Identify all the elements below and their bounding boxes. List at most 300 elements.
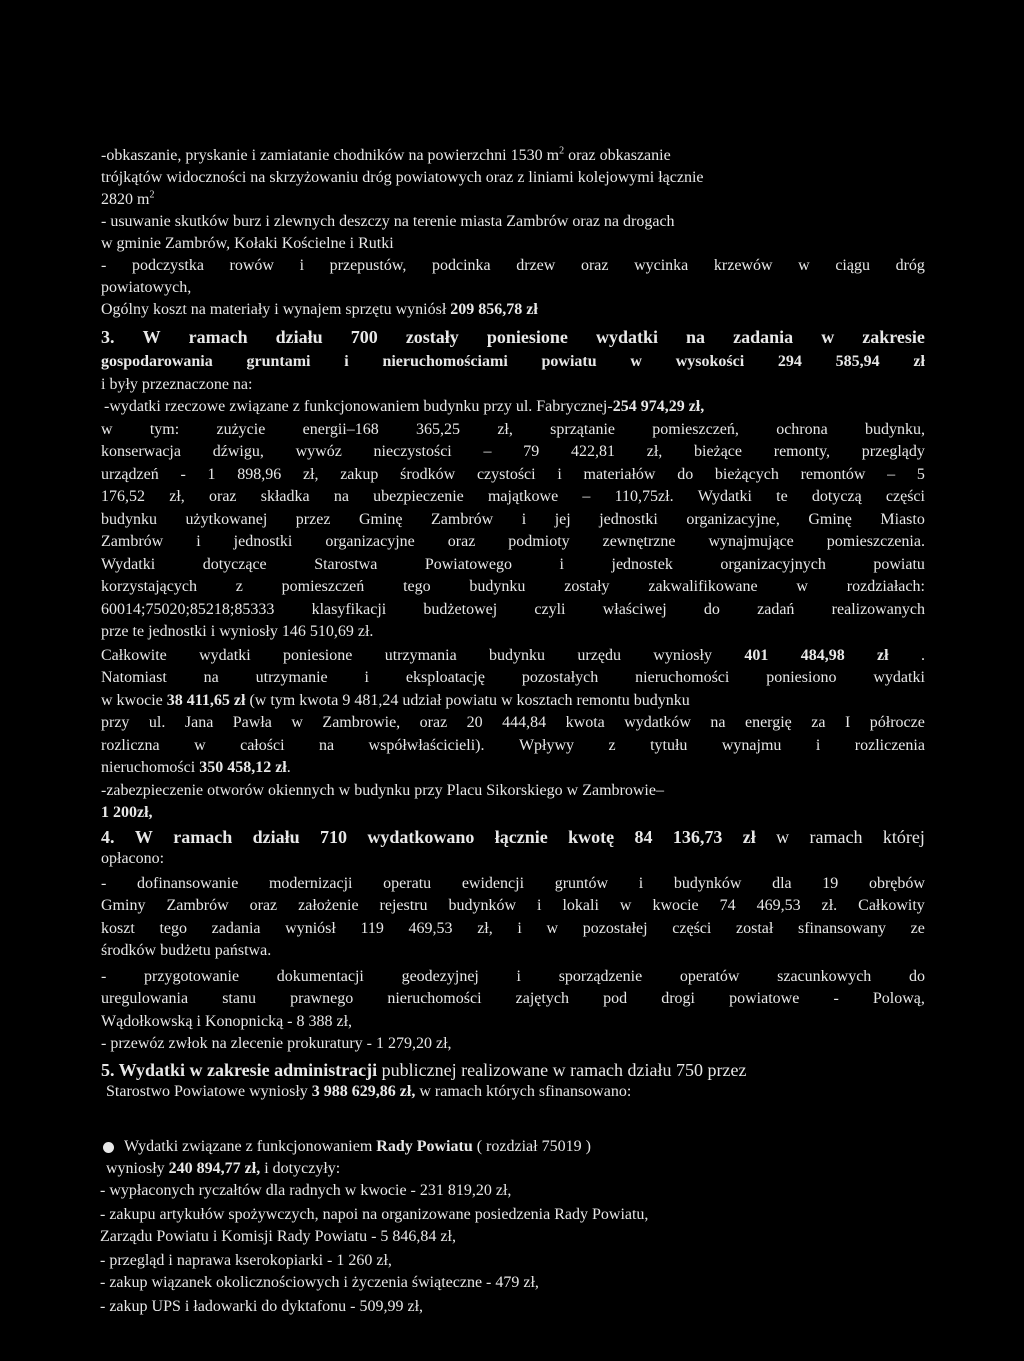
word: powiatu: [873, 556, 925, 573]
word: –: [483, 443, 492, 460]
word: przy: [101, 714, 130, 731]
word: te: [776, 488, 788, 505]
word: w: [194, 737, 206, 754]
word: -: [101, 968, 107, 985]
word: Gminy: [101, 897, 146, 914]
word: pomieszczeń: [281, 578, 365, 595]
word: rozdziałach:: [846, 578, 925, 595]
word: -: [101, 875, 107, 892]
word: zewnętrzne: [602, 533, 676, 550]
word: i: [516, 968, 521, 985]
word: której: [882, 827, 925, 847]
word: remonty,: [773, 443, 831, 460]
word: utrzymania: [384, 647, 457, 664]
word: w: [101, 421, 113, 438]
word: 1: [207, 466, 216, 483]
text-segment: - usuwanie skutków burz i zlewnych deszczy na terenie miasta Zambrów oraz na drogach: [101, 213, 675, 230]
text-segment: oraz obkaszanie: [564, 147, 671, 164]
word: i: [559, 556, 564, 573]
word: 5: [916, 466, 925, 483]
word: 294: [777, 353, 802, 370]
word: na: [333, 488, 349, 505]
word: zajętych: [515, 990, 569, 1007]
word: części: [885, 488, 925, 505]
word: Gminę: [358, 511, 403, 528]
word: organizacyjne,: [686, 511, 780, 528]
word: organizacyjne: [325, 533, 415, 550]
word: korzystających: [101, 578, 197, 595]
word: działu: [252, 827, 300, 847]
word: wyniósł: [285, 920, 336, 937]
word: założenie: [298, 897, 359, 914]
word: wydatki: [873, 669, 925, 686]
word: budynków: [673, 875, 742, 892]
word: przez: [295, 511, 331, 528]
text-line: [101, 299, 1000, 321]
word: jej: [554, 511, 571, 528]
text-line: [101, 780, 1000, 802]
word: ewidencji: [461, 875, 525, 892]
word: Starostwa: [314, 556, 378, 573]
word: powiatu: [541, 353, 597, 370]
text-segment: i były przeznaczone na:: [101, 376, 253, 393]
word: sprzątanie: [550, 421, 615, 438]
word: 444,84: [502, 714, 547, 731]
word: 469,53: [408, 920, 453, 937]
word: z: [235, 578, 243, 595]
text-line: [101, 464, 925, 486]
word: ze: [910, 920, 925, 937]
text-line: [101, 712, 925, 734]
word: 110,75zł.: [614, 488, 674, 505]
text-segment: prze te jednostki i wyniosły 146 510,69 zł.: [101, 623, 374, 640]
word: energii–168: [302, 421, 379, 438]
word: przygotowanie: [144, 968, 240, 985]
text-line: [100, 1296, 1000, 1318]
superscript: 2: [559, 145, 565, 157]
word: właściwej: [602, 601, 667, 618]
word: i: [517, 920, 522, 937]
word: 700: [350, 327, 378, 347]
word: materiałów: [583, 466, 656, 483]
word: budżetowej: [423, 601, 498, 618]
text-line: [106, 1158, 1000, 1180]
word: podczystka: [131, 257, 204, 274]
word: klasyfikacji: [311, 601, 387, 618]
word: nieruchomości: [387, 990, 482, 1007]
word: i: [344, 353, 349, 370]
text-segment: -wydatki rzeczowe związane z funkcjonowaniem budynku przy ul. Fabrycznej-: [104, 398, 613, 415]
word: ochrona: [776, 421, 828, 438]
text-segment: 209 856,78 zł: [450, 301, 538, 318]
text-line: [101, 757, 1000, 779]
word: Wydatki: [101, 556, 156, 573]
text-line: [101, 531, 925, 553]
text-line: [100, 1204, 1000, 1226]
text-segment: i dotyczyły:: [260, 1160, 341, 1177]
text-line: [101, 277, 1000, 299]
text-line: [101, 873, 925, 895]
word: czyli: [534, 601, 566, 618]
text-line: [101, 486, 925, 508]
text-line: [101, 918, 925, 940]
text-line: [101, 326, 925, 348]
text-segment: w ramach których sfinansowano:: [415, 1083, 632, 1100]
word: wydatki: [199, 647, 251, 664]
text-line: [101, 374, 1000, 396]
text-line: [101, 988, 925, 1010]
text-segment: w kwocie: [101, 692, 167, 709]
word: dokumentacji: [276, 968, 364, 985]
word: wycinka: [634, 257, 689, 274]
word: dotyczą: [811, 488, 862, 505]
word: tym:: [149, 421, 180, 438]
word: pomieszczeń,: [652, 421, 739, 438]
word: powiatowe: [729, 990, 800, 1007]
text-segment: 254 974,29 zł,: [612, 398, 705, 415]
word: energię: [744, 714, 792, 731]
superscript: 2: [149, 189, 155, 201]
text-segment: - przewóz zwłok na zlecenie prokuratury - 1 279,20 zł,: [101, 1035, 452, 1052]
word: użytkowanej: [185, 511, 268, 528]
word: Jana: [184, 714, 214, 731]
word: na: [203, 669, 219, 686]
text-line: [124, 1136, 1000, 1158]
text-segment: 350 458,12 zł: [199, 759, 287, 776]
text-segment: - zakupu artykułów spożywczych, napoi na organizowane posiedzenia Rady Powiatu,: [100, 1206, 649, 1223]
text-segment: - zakup UPS i ładowarki do dyktafonu - 509,99 zł,: [100, 1298, 424, 1315]
word: zł,: [497, 421, 513, 438]
word: w: [619, 897, 632, 914]
word: zł: [742, 827, 756, 847]
text-line: [101, 690, 925, 712]
word: –: [887, 466, 896, 483]
word: bieżące: [694, 443, 742, 460]
word: tytułu: [650, 737, 688, 754]
text-line: [106, 1081, 1000, 1103]
text-segment: ( rozdział 75019 ): [472, 1138, 591, 1155]
word: rejestru: [379, 897, 428, 914]
word: oraz: [447, 533, 476, 550]
word: całości: [240, 737, 285, 754]
word: wynajmu: [721, 737, 782, 754]
word: łącznie: [494, 827, 548, 847]
word: gruntów: [554, 875, 609, 892]
text-line: [101, 233, 1000, 255]
word: 469,53: [756, 897, 801, 914]
text-line: [101, 848, 1000, 870]
text-segment: Wądołkowską i Konopnicką - 8 388 zł,: [101, 1013, 353, 1030]
word: zakup: [340, 466, 379, 483]
text-segment: (w tym kwota 9 481,24 udział powiatu w kosztach remontu budynku: [245, 692, 690, 709]
word: rozliczna: [101, 737, 160, 754]
word: działu: [275, 327, 323, 347]
word: oraz: [580, 257, 609, 274]
word: zakwalifikowane: [648, 578, 758, 595]
word: zł,: [169, 488, 185, 505]
text-segment: Rady Powiatu: [376, 1138, 473, 1155]
word: kwotę: [568, 827, 615, 847]
word: 585,94: [835, 353, 880, 370]
word: środków: [400, 466, 456, 483]
word: ramach: [188, 327, 248, 347]
word: 84: [634, 827, 653, 847]
word: dróg: [895, 257, 925, 274]
word: W: [142, 327, 161, 347]
word: zł,: [477, 920, 493, 937]
word: Całkowite: [101, 647, 167, 664]
word: zakresie: [862, 327, 925, 347]
word: urządzeń: [101, 466, 159, 483]
word: i: [638, 875, 644, 892]
word: podcinka: [431, 257, 491, 274]
word: budynku: [101, 511, 157, 528]
word: w: [798, 257, 810, 274]
word: drzew: [516, 257, 556, 274]
text-line: [101, 621, 1000, 643]
text-line: [101, 599, 925, 621]
text-segment: -obkaszanie, pryskanie i zamiatanie chodników na powierzchni 1530 m: [101, 147, 560, 164]
word: części: [672, 920, 712, 937]
word: pomieszczenia.: [826, 533, 925, 550]
word: koszt: [101, 920, 135, 937]
word: 19: [822, 875, 839, 892]
text-line: [100, 1250, 1000, 1272]
word: kwota: [565, 714, 605, 731]
word: zł,: [646, 443, 663, 460]
word: –: [582, 488, 591, 505]
word: zostały: [564, 578, 610, 595]
word: zadań: [757, 601, 795, 618]
word: czystości: [476, 466, 536, 483]
word: wynajmujące: [708, 533, 794, 550]
word: ul.: [148, 714, 166, 731]
word: geodezyjnej: [401, 968, 479, 985]
word: modernizacji: [268, 875, 353, 892]
text-segment: Zarządu Powiatu i Komisji Rady Powiatu - 5 846,84 zł,: [100, 1228, 456, 1245]
text-line: [101, 667, 925, 689]
word: 79: [523, 443, 540, 460]
word: i: [299, 257, 305, 274]
word: na: [686, 327, 706, 347]
word: prawnego: [290, 990, 354, 1007]
word: eksploatację: [405, 669, 485, 686]
word: sporządzenie: [558, 968, 643, 985]
word: Natomiast: [101, 669, 167, 686]
word: wydatki: [595, 327, 658, 347]
text-segment: 38 411,65 zł: [166, 692, 246, 709]
text-segment: publicznej realizowane w ramach działu 750 przez: [377, 1060, 747, 1080]
word: I: [844, 714, 851, 731]
text-line: [101, 1059, 925, 1081]
text-segment: 1 200zł,: [101, 804, 153, 821]
word: i: [537, 897, 542, 914]
word: ubezpieczenie: [373, 488, 464, 505]
text-line: [101, 940, 1000, 962]
word: zużycie: [216, 421, 266, 438]
word: jednostki: [233, 533, 293, 550]
word: jednostki: [599, 511, 658, 528]
word: zł: [913, 353, 925, 370]
word: 136,73: [672, 827, 723, 847]
text-line: [100, 1180, 1000, 1202]
text-line: [101, 351, 925, 373]
word: ciągu: [835, 257, 870, 274]
word: ramach: [173, 827, 233, 847]
word: 4.: [101, 827, 115, 847]
word: tego: [159, 920, 187, 937]
word: w: [546, 920, 559, 937]
word: rowów: [229, 257, 274, 274]
word: oraz: [249, 897, 278, 914]
word: współwłaścicieli).: [368, 737, 485, 754]
word: 898,96: [237, 466, 282, 483]
word: realizowanych: [831, 601, 925, 618]
word: ramach: [809, 827, 863, 847]
word: dotyczące: [202, 556, 267, 573]
word: -: [833, 990, 839, 1007]
word: wydatkowano: [367, 827, 475, 847]
word: stanu: [222, 990, 256, 1007]
word: wydatków: [624, 714, 691, 731]
word: utrzymanie: [255, 669, 328, 686]
word: budynków: [448, 897, 517, 914]
text-line: [101, 145, 925, 167]
text-line: [101, 826, 925, 848]
text-segment: trójkątów widoczności na skrzyżowaniu dróg powiatowych oraz z liniami kolejowymi łącznie: [101, 169, 704, 186]
word: składka: [260, 488, 310, 505]
word: budynku: [469, 578, 526, 595]
word: operatów: [679, 968, 740, 985]
word: sfinansowany: [797, 920, 886, 937]
text-segment: środków budżetu państwa.: [101, 942, 272, 959]
text-line: [101, 189, 1000, 211]
text-line: [101, 802, 1000, 824]
word: i: [815, 737, 821, 754]
word: na: [318, 737, 335, 754]
word: do: [908, 968, 925, 985]
word: Powiatowego: [424, 556, 512, 573]
word: Zambrów: [166, 897, 229, 914]
word: organizacyjnych: [720, 556, 826, 573]
word: urzędu: [577, 647, 621, 664]
word: Polową,: [872, 990, 925, 1007]
word: z: [608, 737, 616, 754]
text-segment: - zakup wiązanek okolicznościowych i życzenia świąteczne - 479 zł,: [100, 1274, 539, 1291]
word: gospodarowania: [101, 353, 213, 370]
word: dźwigu,: [212, 443, 264, 460]
word: pod: [603, 990, 628, 1007]
word: 20: [466, 714, 483, 731]
word: w: [291, 714, 303, 731]
word: 176,52: [101, 488, 145, 505]
text-line: [101, 1011, 1000, 1033]
text-line: [101, 419, 925, 441]
word: rozliczenia: [854, 737, 925, 754]
word: operatu: [383, 875, 432, 892]
text-segment: - przegląd i naprawa kserokopiarki - 1 260 zł,: [100, 1252, 392, 1269]
text-segment: -zabezpieczenie otworów okiennych w budynku przy Placu Sikorskiego w Zambrowie–: [101, 782, 664, 799]
text-segment: w gminie Zambrów, Kołaki Kościelne i Rutki: [101, 235, 394, 252]
word: w: [776, 827, 790, 847]
word: drogi: [661, 990, 695, 1007]
text-line: [101, 576, 925, 598]
word: oraz: [208, 488, 237, 505]
word: zostały: [405, 327, 459, 347]
word: 710: [320, 827, 347, 847]
word: został: [736, 920, 774, 937]
word: kwocie: [652, 897, 699, 914]
word: szacunkowych: [777, 968, 872, 985]
word: obrębów: [868, 875, 925, 892]
word: 74: [719, 897, 736, 914]
text-line: [101, 966, 925, 988]
word: W: [134, 827, 153, 847]
text-line: [101, 255, 925, 277]
word: w: [796, 578, 808, 595]
text-segment: Starostwo Powiatowe wyniosły: [106, 1083, 312, 1100]
text-line: [100, 1272, 1000, 1294]
word: przepustów,: [329, 257, 407, 274]
word: i: [521, 511, 527, 528]
text-segment: powiatowych,: [101, 279, 192, 296]
word: konserwacja: [101, 443, 181, 460]
word: 3.: [101, 327, 115, 347]
word: wywóz: [295, 443, 342, 460]
word: poniesione: [283, 647, 353, 664]
word: pozostałych: [521, 669, 599, 686]
word: zł.: [821, 897, 838, 914]
word: oraz: [419, 714, 448, 731]
word: przeglądy: [861, 443, 925, 460]
word: lokali: [562, 897, 599, 914]
text-line: [101, 211, 1000, 233]
word: remontów: [800, 466, 866, 483]
word: Wydatki: [697, 488, 752, 505]
text-segment: 5. Wydatki w zakresie administracji: [101, 1060, 378, 1080]
word: w: [630, 353, 642, 370]
text-line: [101, 441, 925, 463]
text-segment: - wypłaconych ryczałtów dla radnych w kwocie - 231 819,20 zł,: [100, 1182, 512, 1199]
text-line: [101, 167, 925, 189]
word: zł,: [302, 466, 319, 483]
text-line: [101, 645, 925, 667]
text-line: [101, 554, 925, 576]
word: zł: [877, 647, 889, 664]
word: -: [180, 466, 186, 483]
word: nieruchomościami: [382, 353, 508, 370]
word: półrocze: [869, 714, 925, 731]
word: budynku: [489, 647, 546, 664]
word: -: [101, 257, 107, 274]
word: Zambrów: [431, 511, 494, 528]
word: zadania: [733, 327, 794, 347]
word: majątkowe: [487, 488, 559, 505]
text-segment: .: [286, 759, 291, 776]
text-segment: 2820 m: [101, 191, 150, 208]
word: 60014;75020;85218;85333: [101, 601, 275, 618]
word: pozostałej: [582, 920, 648, 937]
text-line: [101, 895, 925, 917]
word: Gminę: [808, 511, 852, 528]
word: Całkowity: [858, 897, 925, 914]
word: dofinansowanie: [137, 875, 239, 892]
word: do: [703, 601, 720, 618]
word: jednostek: [611, 556, 673, 573]
text-segment: Ogólny koszt na materiały i wynajem sprzętu wyniósł: [101, 301, 451, 318]
word: Wpływy: [518, 737, 575, 754]
word: wyniosły: [653, 647, 712, 664]
